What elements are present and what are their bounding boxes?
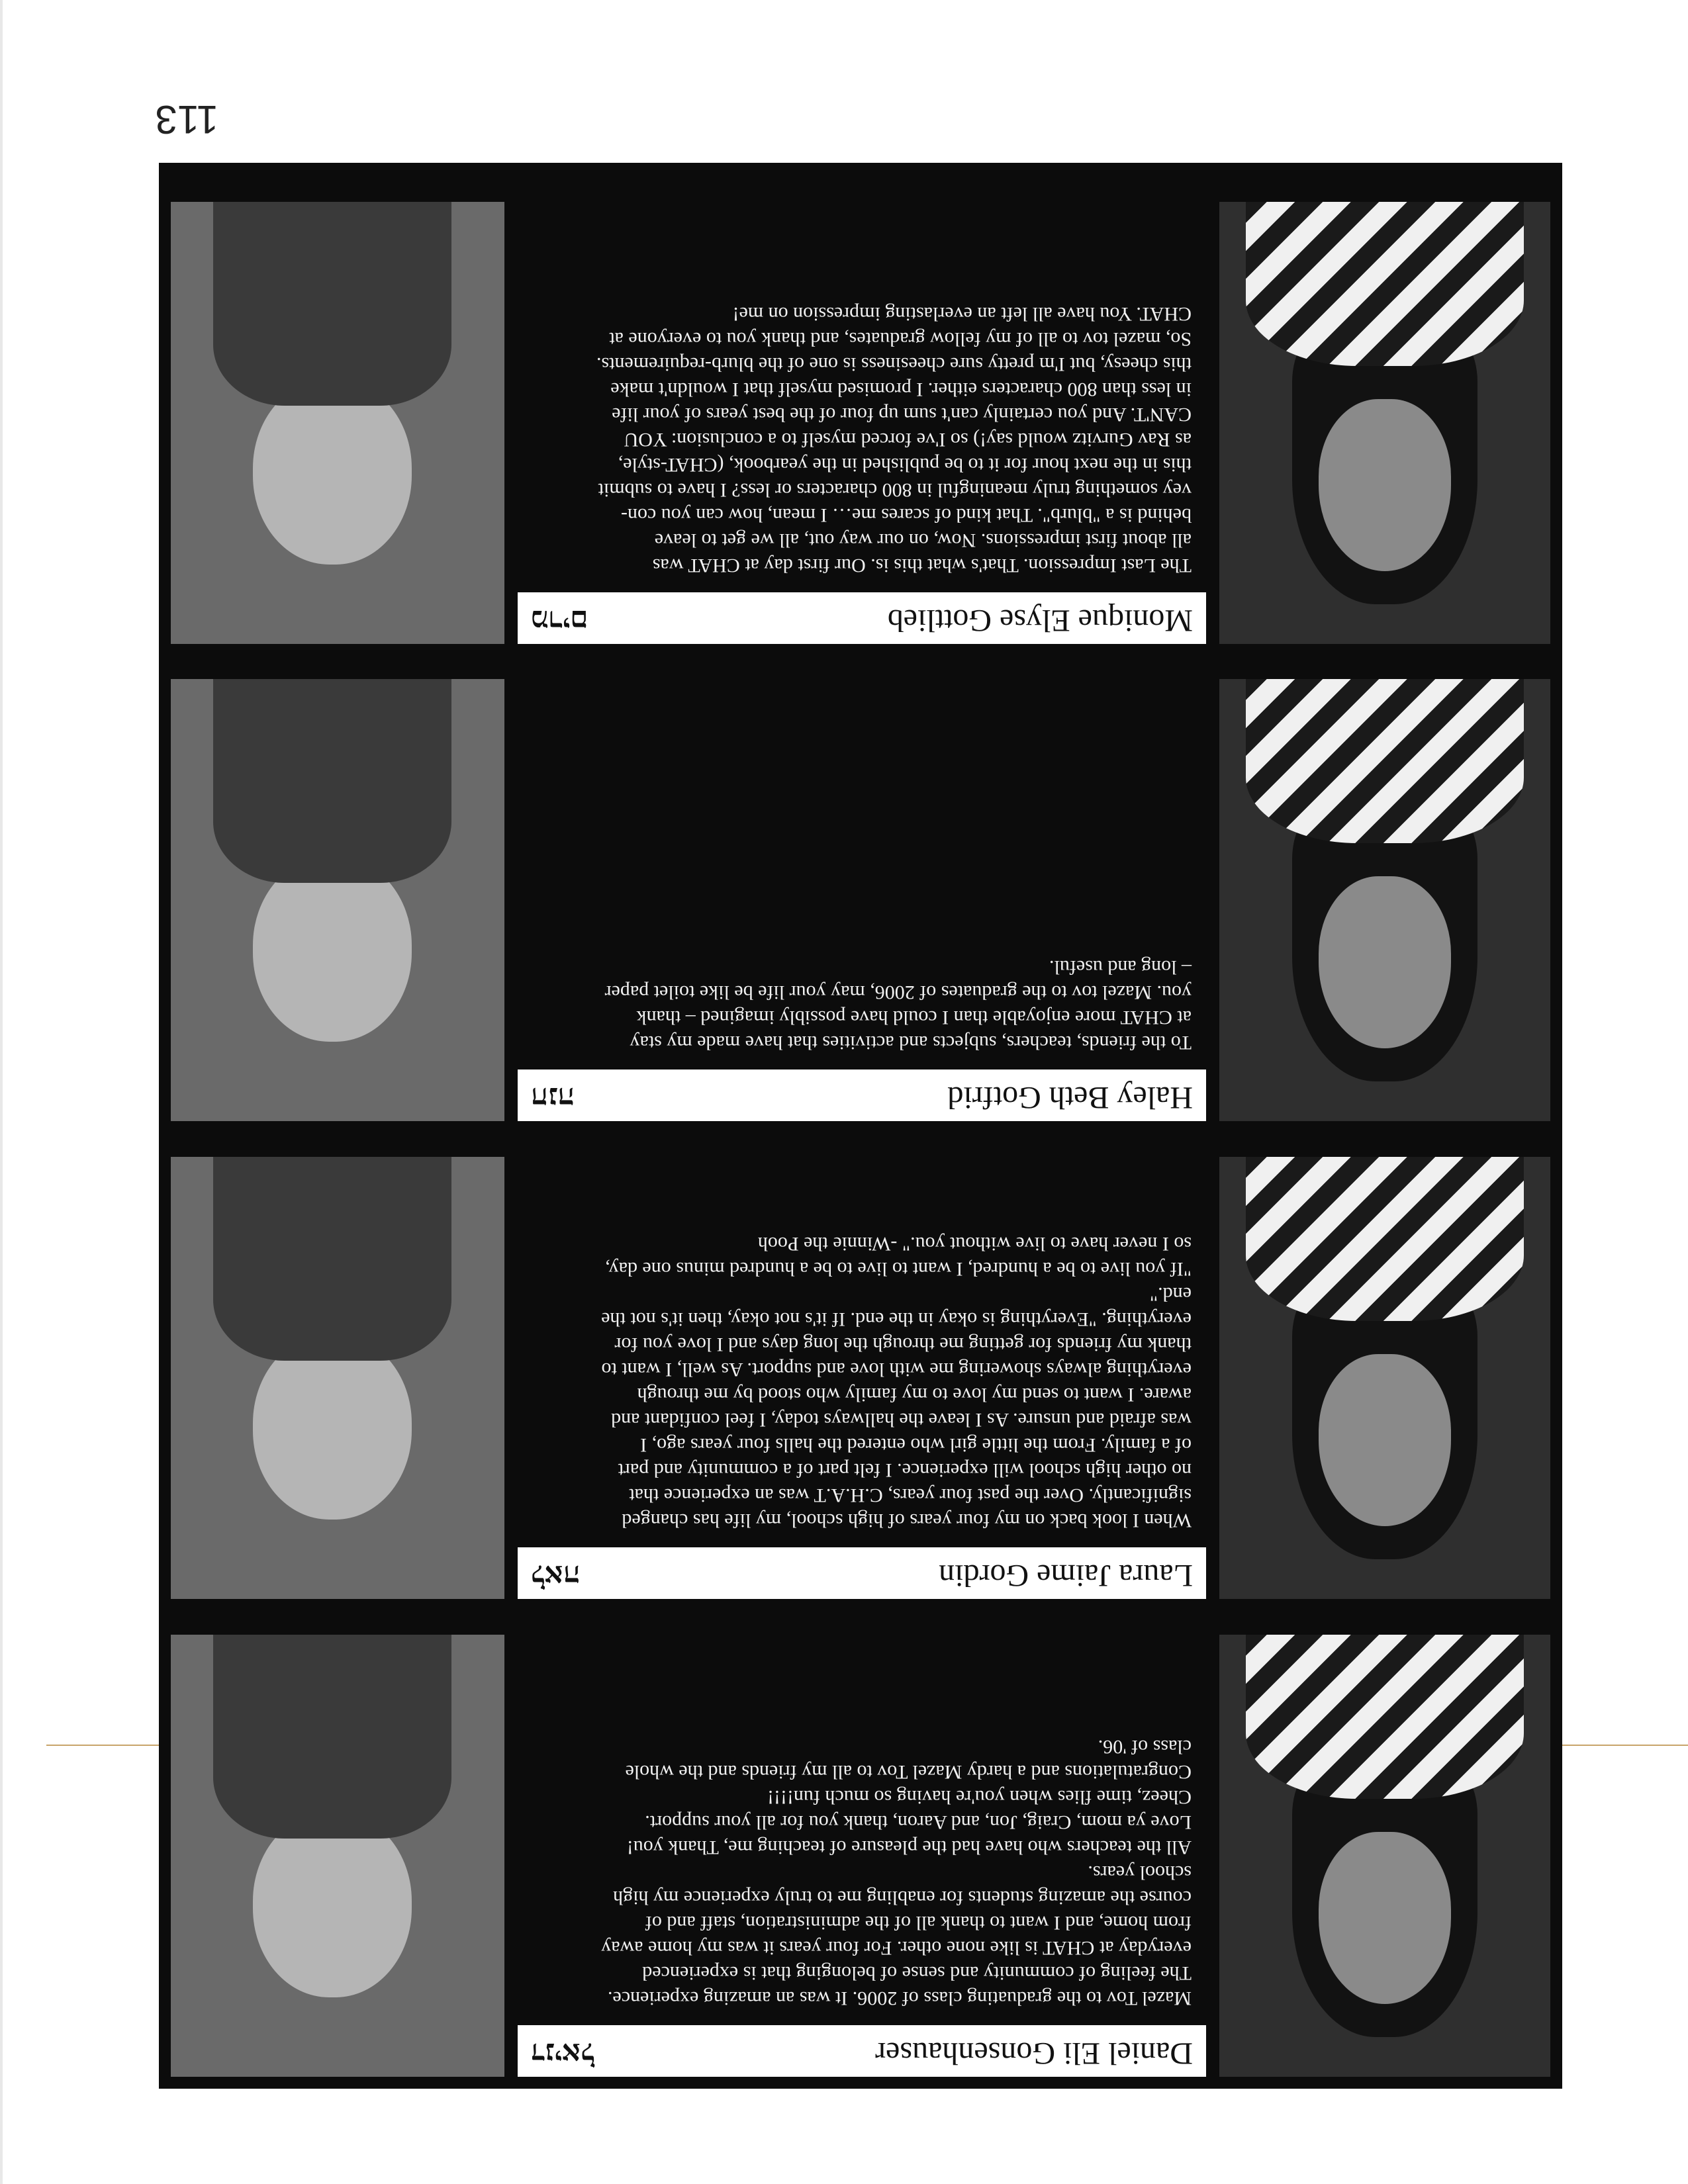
senior-portrait [1219, 202, 1550, 644]
hebrew-name: לאה [531, 1559, 581, 1592]
senior-name: Laura Jaime Gordin [939, 1558, 1193, 1593]
name-bar [518, 1547, 1206, 1599]
senior-entry [171, 679, 1550, 1121]
senior-text [518, 202, 1206, 644]
name-bar [518, 2025, 1206, 2077]
senior-blurb: Mazel Tov to the graduating class of 2006. It was an amazing experience. The feeling of community and sense of belonging that is experienced everyday at CHAT is like none other. For four years it was my home away from home, and I want to thank all of the administration, staff and of course the amazing students for enabling me to truly experience my high school years. All the teachers who have had the pleasure of teaching me, Thank you! Love ya mom, Craig, Jon, and Aaron, thank you for all your support. Cheez, time flies when you're having so much fun!!!! Congratulations and a hardy Mazel Tov to all my friends and the whole class of '06. [601, 1736, 1192, 2009]
name-bar [518, 1069, 1206, 1121]
senior-name: Haley Beth Gotfrid [947, 1080, 1193, 1115]
senior-entry [171, 202, 1550, 644]
senior-entry [171, 1635, 1550, 2077]
hebrew-name: חנה [531, 1081, 575, 1114]
senior-portrait [1219, 1635, 1550, 2077]
senior-text [518, 1157, 1206, 1599]
senior-text [518, 1635, 1206, 2077]
senior-portrait [1219, 679, 1550, 1121]
senior-name: Monique Elyse Gottlieb [887, 603, 1193, 638]
page-number: 113 [155, 97, 218, 142]
senior-sheet [159, 163, 1562, 2089]
senior-blurb: The Last Impression. That's what this is. Our first day at CHAT was all about first impressions. Now, on our way out, all we get to leave behind is a "blurb". That kind of scares me… I mean, how can you con- vey something truly meaningful in 800 characters or less? I have to submit this in the next hour for it to be published in the yearbook, (CHAT-style, as Rav Gurvitz would say!) so I've forced myself to a conclusion: YOU CAN'T. And you certainly can't sum up four of the best years of your life in less than 800 characters either. I promised myself that I wouldn't make this cheesy, but I'm pretty sure cheesiness is one of the blurb-requirements. So, mazel tov to all of my fellow graduates, and thank you to everyone at CHAT. You have all left an everlasting impression on me! [596, 303, 1192, 576]
senior-portrait [1219, 1157, 1550, 1599]
senior-entry [171, 1157, 1550, 1599]
senior-name: Daniel Eli Gonsenhauser [875, 2036, 1193, 2071]
senior-text [518, 679, 1206, 1121]
name-bar [518, 592, 1206, 644]
childhood-photo [171, 679, 504, 1121]
senior-blurb: When I look back on my four years of high school, my life has changed significantly. Over the past four years, C.H.A.T was an experience that no other high school will experience. I felt part of a community and part of a family. From the little girl who entered the halls four years ago, I was afraid and unsure. As I leave the hallways today, I feel confidant and aware. I want to send my love to my family who stood by me through everything always showering me with love and support. As well, I want to thank my friends for getting me through the long days and I love you for everything. "Everything is okay in the end. If it's not okay, then it's not the end." "If you live to be a hundred, I want to live to be a hundred minus one day, so I never have to live without you." -Winnie the Pooh [601, 1233, 1192, 1531]
childhood-photo [171, 1635, 504, 2077]
hebrew-name: מרים [531, 604, 588, 637]
childhood-photo [171, 202, 504, 644]
senior-blurb: To the friends, teachers, subjects and activities that have made my stay at CHAT more enjoyable than I could have possibly imagined – thank you. Mazel tov to the graduates of 2006, may your life be like toilet paper – long and useful. [604, 956, 1192, 1054]
hebrew-name: דניאל [531, 2037, 594, 2070]
childhood-photo [171, 1157, 504, 1599]
